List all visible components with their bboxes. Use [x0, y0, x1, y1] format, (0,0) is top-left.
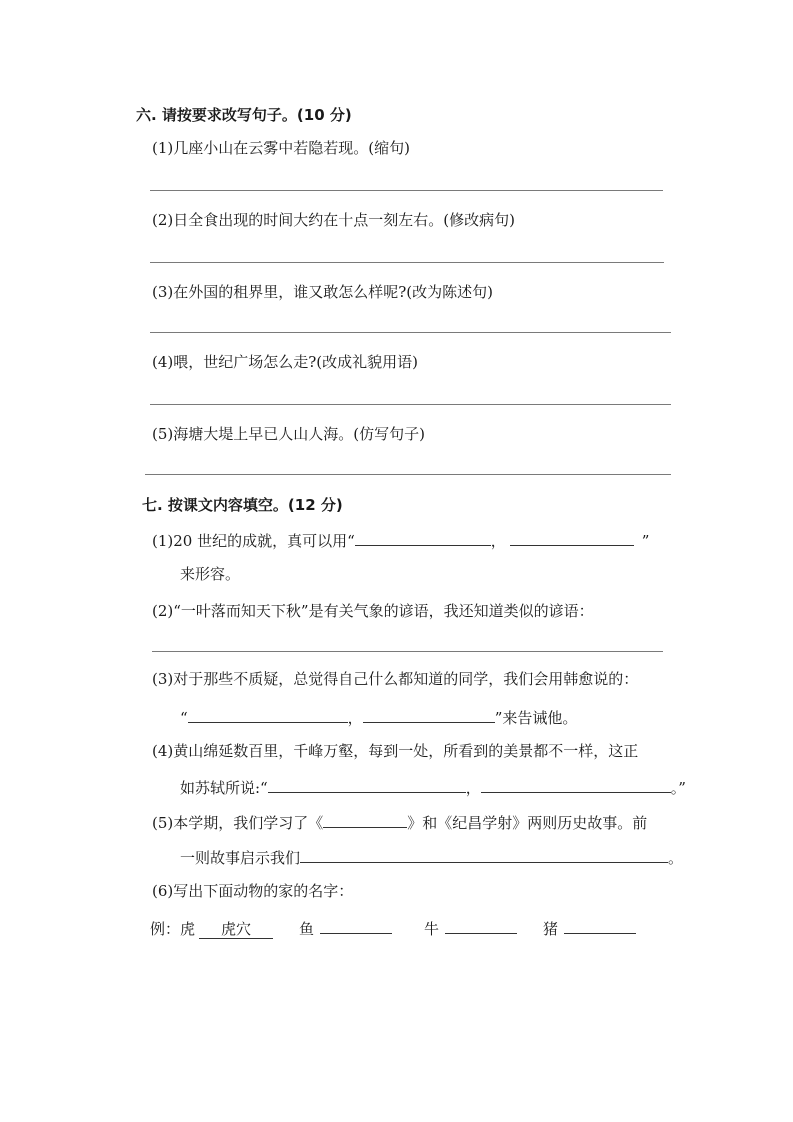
blank-7-3-a[interactable]	[188, 706, 348, 723]
answer-line-7-2[interactable]	[152, 651, 663, 652]
example-label: 例：虎	[150, 920, 196, 938]
blank-7-5-a[interactable]	[323, 811, 407, 828]
question-7-2: (2)“一叶落而知天下秋”是有关气象的谚语，我还知道类似的谚语：	[152, 602, 594, 620]
question-7-3-cont	[180, 706, 577, 727]
question-7-4: (4)黄山绵延数百里，千峰万壑，每到一处，所看到的美景都不一样，这正	[152, 742, 639, 760]
blank-7-1-b[interactable]	[510, 529, 634, 546]
question-6-4: (4)喂，世纪广场怎么走?(改成礼貌用语)	[152, 353, 418, 371]
answer-line-6-1[interactable]	[150, 190, 663, 191]
question-7-4-comma: ，	[465, 779, 481, 797]
example-answer: 虎穴	[199, 920, 273, 939]
question-7-1-text: (1)20 世纪的成就，真可以用“	[152, 532, 355, 550]
question-7-3-close: ”来告诫他。	[494, 709, 578, 727]
question-7-5-cont-text: 一则故事启示我们	[180, 849, 301, 867]
question-6-2: (2)日全食出现的时间大约在十点一刻左右。(修改病句)	[152, 211, 515, 229]
question-7-5-end: 。	[668, 849, 684, 867]
question-7-6: (6)写出下面动物的家的名字：	[152, 882, 354, 900]
question-7-5	[152, 811, 647, 832]
question-7-3-open: “	[180, 709, 188, 727]
question-6-5: (5)海塘大堤上早已人山人海。(仿写句子)	[152, 425, 425, 443]
question-7-1-comma: ，	[490, 532, 506, 550]
question-7-3: (3)对于那些不质疑，总觉得自己什么都知道的同学，我们会用韩愈说的：	[152, 670, 639, 688]
question-7-4-cont-text: 如苏轼所说:“	[180, 779, 268, 797]
blank-7-4-b[interactable]	[481, 776, 671, 793]
blank-7-3-b[interactable]	[363, 706, 495, 723]
answer-line-6-5[interactable]	[145, 474, 671, 475]
answer-line-6-3[interactable]	[150, 332, 671, 333]
animal-label-fish: 鱼	[299, 920, 315, 938]
animal-label-ox: 牛	[424, 920, 440, 938]
answer-line-6-2[interactable]	[150, 262, 664, 263]
question-7-1	[152, 529, 649, 550]
animal-label-pig: 猪	[543, 920, 559, 938]
blank-7-1-a[interactable]	[355, 529, 491, 546]
answer-line-6-4[interactable]	[150, 404, 671, 405]
blank-7-6-fish[interactable]	[320, 917, 392, 934]
question-7-4-cont	[180, 776, 686, 797]
question-7-3-comma: ，	[347, 709, 363, 727]
question-7-5-cont	[180, 846, 683, 867]
question-7-5-mid: 》和《纪昌学射》两则历史故事。前	[407, 814, 648, 832]
question-6-3: (3)在外国的租界里，谁又敢怎么样呢?(改为陈述句)	[152, 283, 493, 301]
question-7-1-cont: 来形容。	[180, 565, 241, 583]
question-7-6-row	[150, 917, 636, 939]
blank-7-6-ox[interactable]	[445, 917, 517, 934]
question-7-5-text: (5)本学期，我们学习了《	[152, 814, 324, 832]
question-6-1: (1)几座小山在云雾中若隐若现。(缩句)	[152, 139, 410, 157]
section-7-heading: 七. 按课文内容填空。(12 分)	[142, 496, 343, 514]
blank-7-4-a[interactable]	[268, 776, 466, 793]
blank-7-6-pig[interactable]	[564, 917, 636, 934]
blank-7-5-b[interactable]	[300, 846, 668, 863]
section-6-heading: 六. 请按要求改写句子。(10 分)	[136, 106, 352, 124]
question-7-4-close: 。”	[670, 779, 686, 797]
question-7-1-close: ”	[641, 532, 650, 550]
